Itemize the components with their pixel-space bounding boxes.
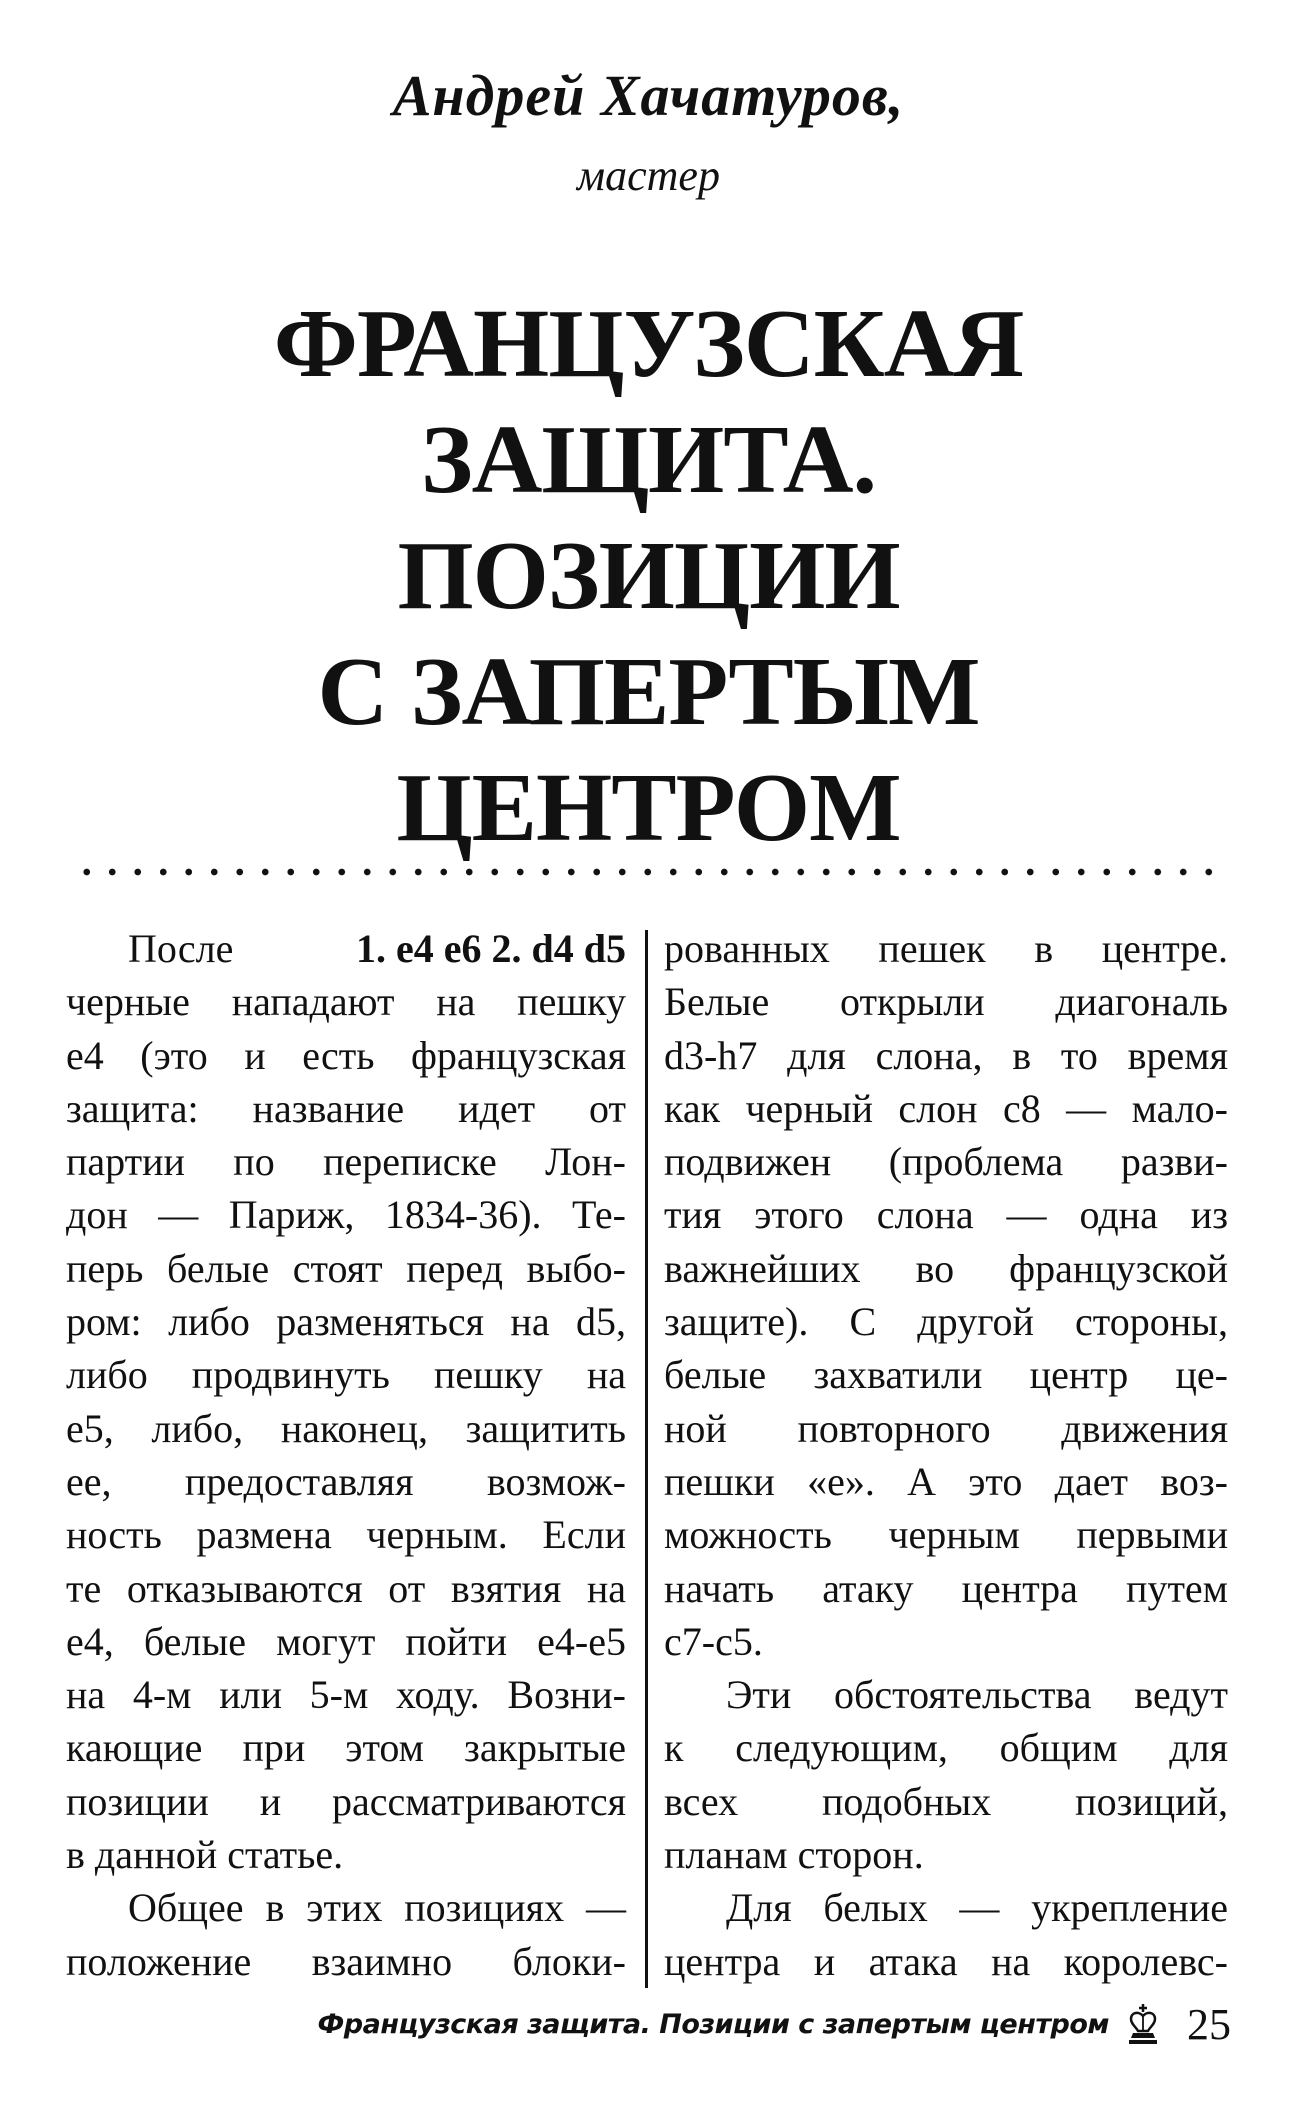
text-line: c7-c5. bbox=[664, 1618, 763, 1664]
text-line: e5, либо, наконец, защитить bbox=[66, 1405, 626, 1451]
author-name: Андрей Хачатуров, bbox=[392, 63, 905, 128]
text-line: ром: либо разменяться на d5, bbox=[66, 1299, 626, 1345]
text-line: ность размена черным. Если bbox=[66, 1512, 626, 1558]
author-title: мастер bbox=[577, 151, 720, 200]
page-number: 25 bbox=[1187, 1999, 1231, 2049]
headline-line: ПОЗИЦИИ bbox=[397, 522, 900, 630]
text-line: начать атаку центра путем bbox=[664, 1565, 1228, 1611]
text-line: можность черным первыми bbox=[664, 1512, 1228, 1558]
running-title: Французская защита. Позиции с запертым центром bbox=[317, 2008, 1109, 2040]
chess-king-icon bbox=[1123, 2002, 1163, 2046]
text-line: Эти обстоятельства ведут bbox=[726, 1672, 1228, 1718]
text-line: кающие при этом закрытые bbox=[66, 1725, 626, 1771]
headline-line: ЦЕНТРОМ bbox=[396, 754, 901, 862]
text-line: планам сторон. bbox=[664, 1832, 924, 1878]
text-line: либо продвинуть пешку на bbox=[66, 1352, 626, 1398]
headline-line: С ЗАПЕРТЫМ bbox=[317, 638, 980, 746]
text-column-right bbox=[664, 922, 1228, 1988]
headline-line: ФРАНЦУЗСКАЯ bbox=[273, 290, 1024, 398]
column-rule bbox=[645, 930, 648, 1988]
article-headline bbox=[0, 286, 1297, 866]
text-line bbox=[66, 922, 626, 975]
text-line: на 4-м или 5-м ходу. Возни- bbox=[66, 1672, 626, 1718]
text-line: те отказываются от взятия на bbox=[66, 1565, 626, 1611]
text-line: всех подобных позиций, bbox=[664, 1778, 1228, 1824]
text-line: e4, белые могут пойти e4-e5 bbox=[66, 1618, 626, 1664]
text-line: пешки «е». А это дает воз- bbox=[664, 1458, 1228, 1504]
text-line: черные нападают на пешку bbox=[66, 979, 626, 1025]
text-line: к следующим, общим для bbox=[664, 1725, 1228, 1771]
text-line: партии по переписке Лон- bbox=[66, 1139, 626, 1185]
text-line: подвижен (проблема разви- bbox=[664, 1139, 1228, 1185]
text-line: в данной статье. bbox=[66, 1832, 344, 1878]
text-line: положение взаимно блоки- bbox=[66, 1938, 626, 1984]
dotted-divider bbox=[74, 868, 1224, 876]
text-line: тия этого слона — одна из bbox=[664, 1192, 1228, 1238]
text-line: Для белых — укрепление bbox=[726, 1885, 1228, 1931]
text-line-content: После 1. e4 e6 2. d4 d5 bbox=[128, 926, 626, 971]
text-column-left bbox=[66, 922, 626, 1988]
text-line: позиции и рассматриваются bbox=[66, 1778, 626, 1824]
text-line: центра и атака на королевс- bbox=[664, 1938, 1228, 1984]
text-line: важнейших во французской bbox=[664, 1245, 1228, 1291]
text-line: d3-h7 для слона, в то время bbox=[664, 1032, 1228, 1078]
text-line: перь белые стоят перед выбо- bbox=[66, 1245, 626, 1291]
text-line: ее, предоставляя возмож- bbox=[66, 1458, 626, 1504]
text-line: ной повторного движения bbox=[664, 1405, 1228, 1451]
text-line: рованных пешек в центре. bbox=[664, 926, 1228, 971]
page-footer bbox=[318, 1994, 1231, 2054]
text-line: дон — Париж, 1834-36). Те- bbox=[66, 1192, 626, 1238]
text-line: e4 (это и есть французская bbox=[66, 1032, 626, 1078]
text-line: Общее в этих позициях — bbox=[128, 1885, 626, 1931]
text-line: Белые открыли диагональ bbox=[664, 979, 1228, 1025]
text-line: как черный слон c8 — мало- bbox=[664, 1085, 1228, 1131]
text-line: защите). С другой стороны, bbox=[664, 1299, 1228, 1345]
text-line: защита: название идет от bbox=[66, 1085, 626, 1131]
headline-line: ЗАЩИТА. bbox=[420, 406, 877, 514]
text-line: белые захватили центр це- bbox=[664, 1352, 1228, 1398]
